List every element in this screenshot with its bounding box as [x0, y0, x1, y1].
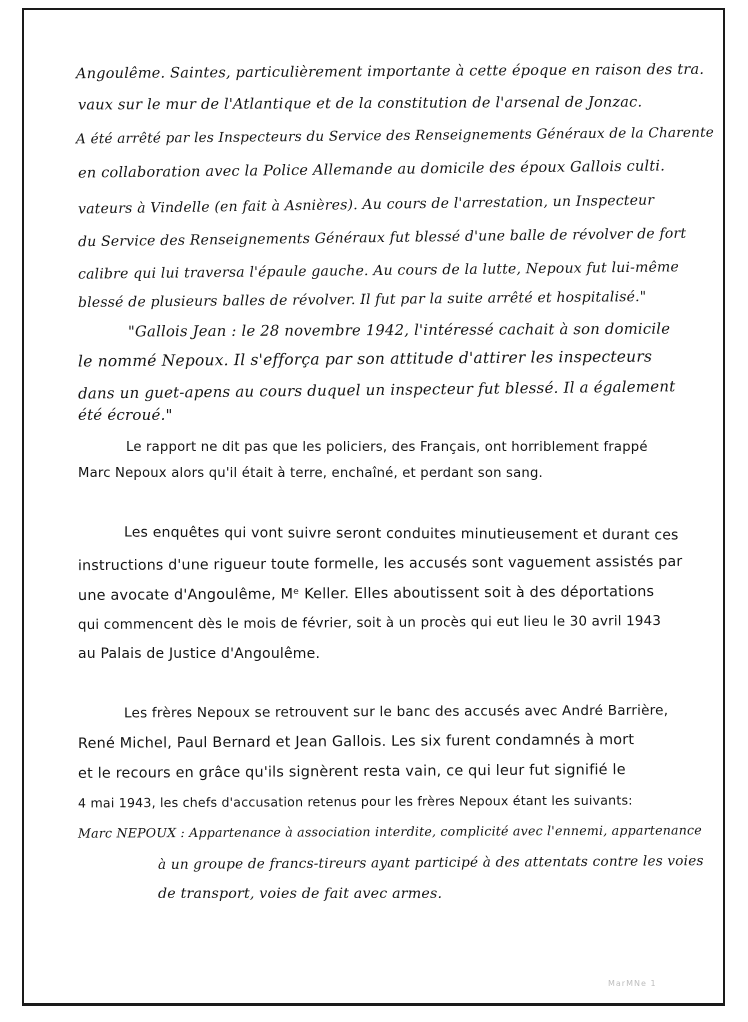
- text-line: Les enquêtes qui vont suivre seront conduites minutieusement et durant ces: [123, 524, 679, 544]
- text-line: le nommé Nepoux. Il s'efforça par son attitude d'attirer les inspecteurs: [77, 347, 653, 371]
- text-line: de transport, voies de fait avec armes.: [158, 886, 443, 902]
- text-line: instructions d'une rigueur toute formelle, les accusés sont vaguement assistés par: [77, 553, 683, 575]
- text-line: en collaboration avec la Police Allemande au domicile des époux Gallois culti.: [77, 158, 666, 182]
- text-line: 4 mai 1943, les chefs d'accusation retenus pour les frères Nepoux étant les suivants:: [77, 792, 633, 811]
- text-line: Les frères Nepoux se retrouvent sur le banc des accusés avec André Barrière,: [123, 702, 669, 722]
- archive-mark: MarMNe 1: [608, 979, 657, 988]
- text-line: du Service des Renseignements Généraux fut blessé d'une balle de révolver de fort: [77, 225, 687, 251]
- text-line: été écroué.": [78, 406, 173, 424]
- text-line: vateurs à Vindelle (en fait à Asnières). Au cours de l'arrestation, un Inspecteur: [77, 192, 655, 218]
- text-line: "Gallois Jean : le 28 novembre 1942, l'intéressé cachait à son domicile: [127, 320, 671, 341]
- text-line: et le recours en grâce qu'ils signèrent resta vain, ce qui leur fut signifié le: [77, 762, 626, 782]
- text-line: une avocate d'Angoulême, Mᵉ Keller. Elles aboutissent soit à des déportations: [77, 583, 655, 605]
- text-line: Marc Nepoux alors qu'il était à terre, enchaîné, et perdant son sang.: [78, 466, 543, 481]
- text-line: qui commencent dès le mois de février, soit à un procès qui eut lieu le 30 avril 1943: [77, 613, 662, 634]
- text-line: René Michel, Paul Bernard et Jean Gallois. Les six furent condamnés à mort: [77, 732, 635, 752]
- text-line: Angoulême. Saintes, particulièrement importante à cette époque en raison des tra.: [75, 61, 705, 83]
- text-line: Le rapport ne dit pas que les policiers, des Français, ont horriblement frappé: [126, 440, 648, 455]
- text-line: calibre qui lui traversa l'épaule gauche. Au cours de la lutte, Nepoux fut lui-même: [77, 259, 680, 283]
- text-line: à un groupe de francs-tireurs ayant participé à des attentats contre les voies: [157, 853, 704, 873]
- text-line: dans un guet-apens au cours duquel un inspecteur fut blessé. Il a également: [77, 377, 676, 403]
- text-line: A été arrêté par les Inspecteurs du Service des Renseignements Généraux de la Charente: [75, 124, 715, 148]
- text-line: au Palais de Justice d'Angoulême.: [78, 646, 321, 662]
- text-line: vaux sur le mur de l'Atlantique et de la constitution de l'arsenal de Jonzac.: [77, 94, 643, 114]
- text-line: Marc NEPOUX : Appartenance à association interdite, complicité avec l'ennemi, appartenance: [77, 822, 702, 841]
- text-line: blessé de plusieurs balles de révolver. Il fut par la suite arrêté et hospitalisé.": [77, 289, 647, 311]
